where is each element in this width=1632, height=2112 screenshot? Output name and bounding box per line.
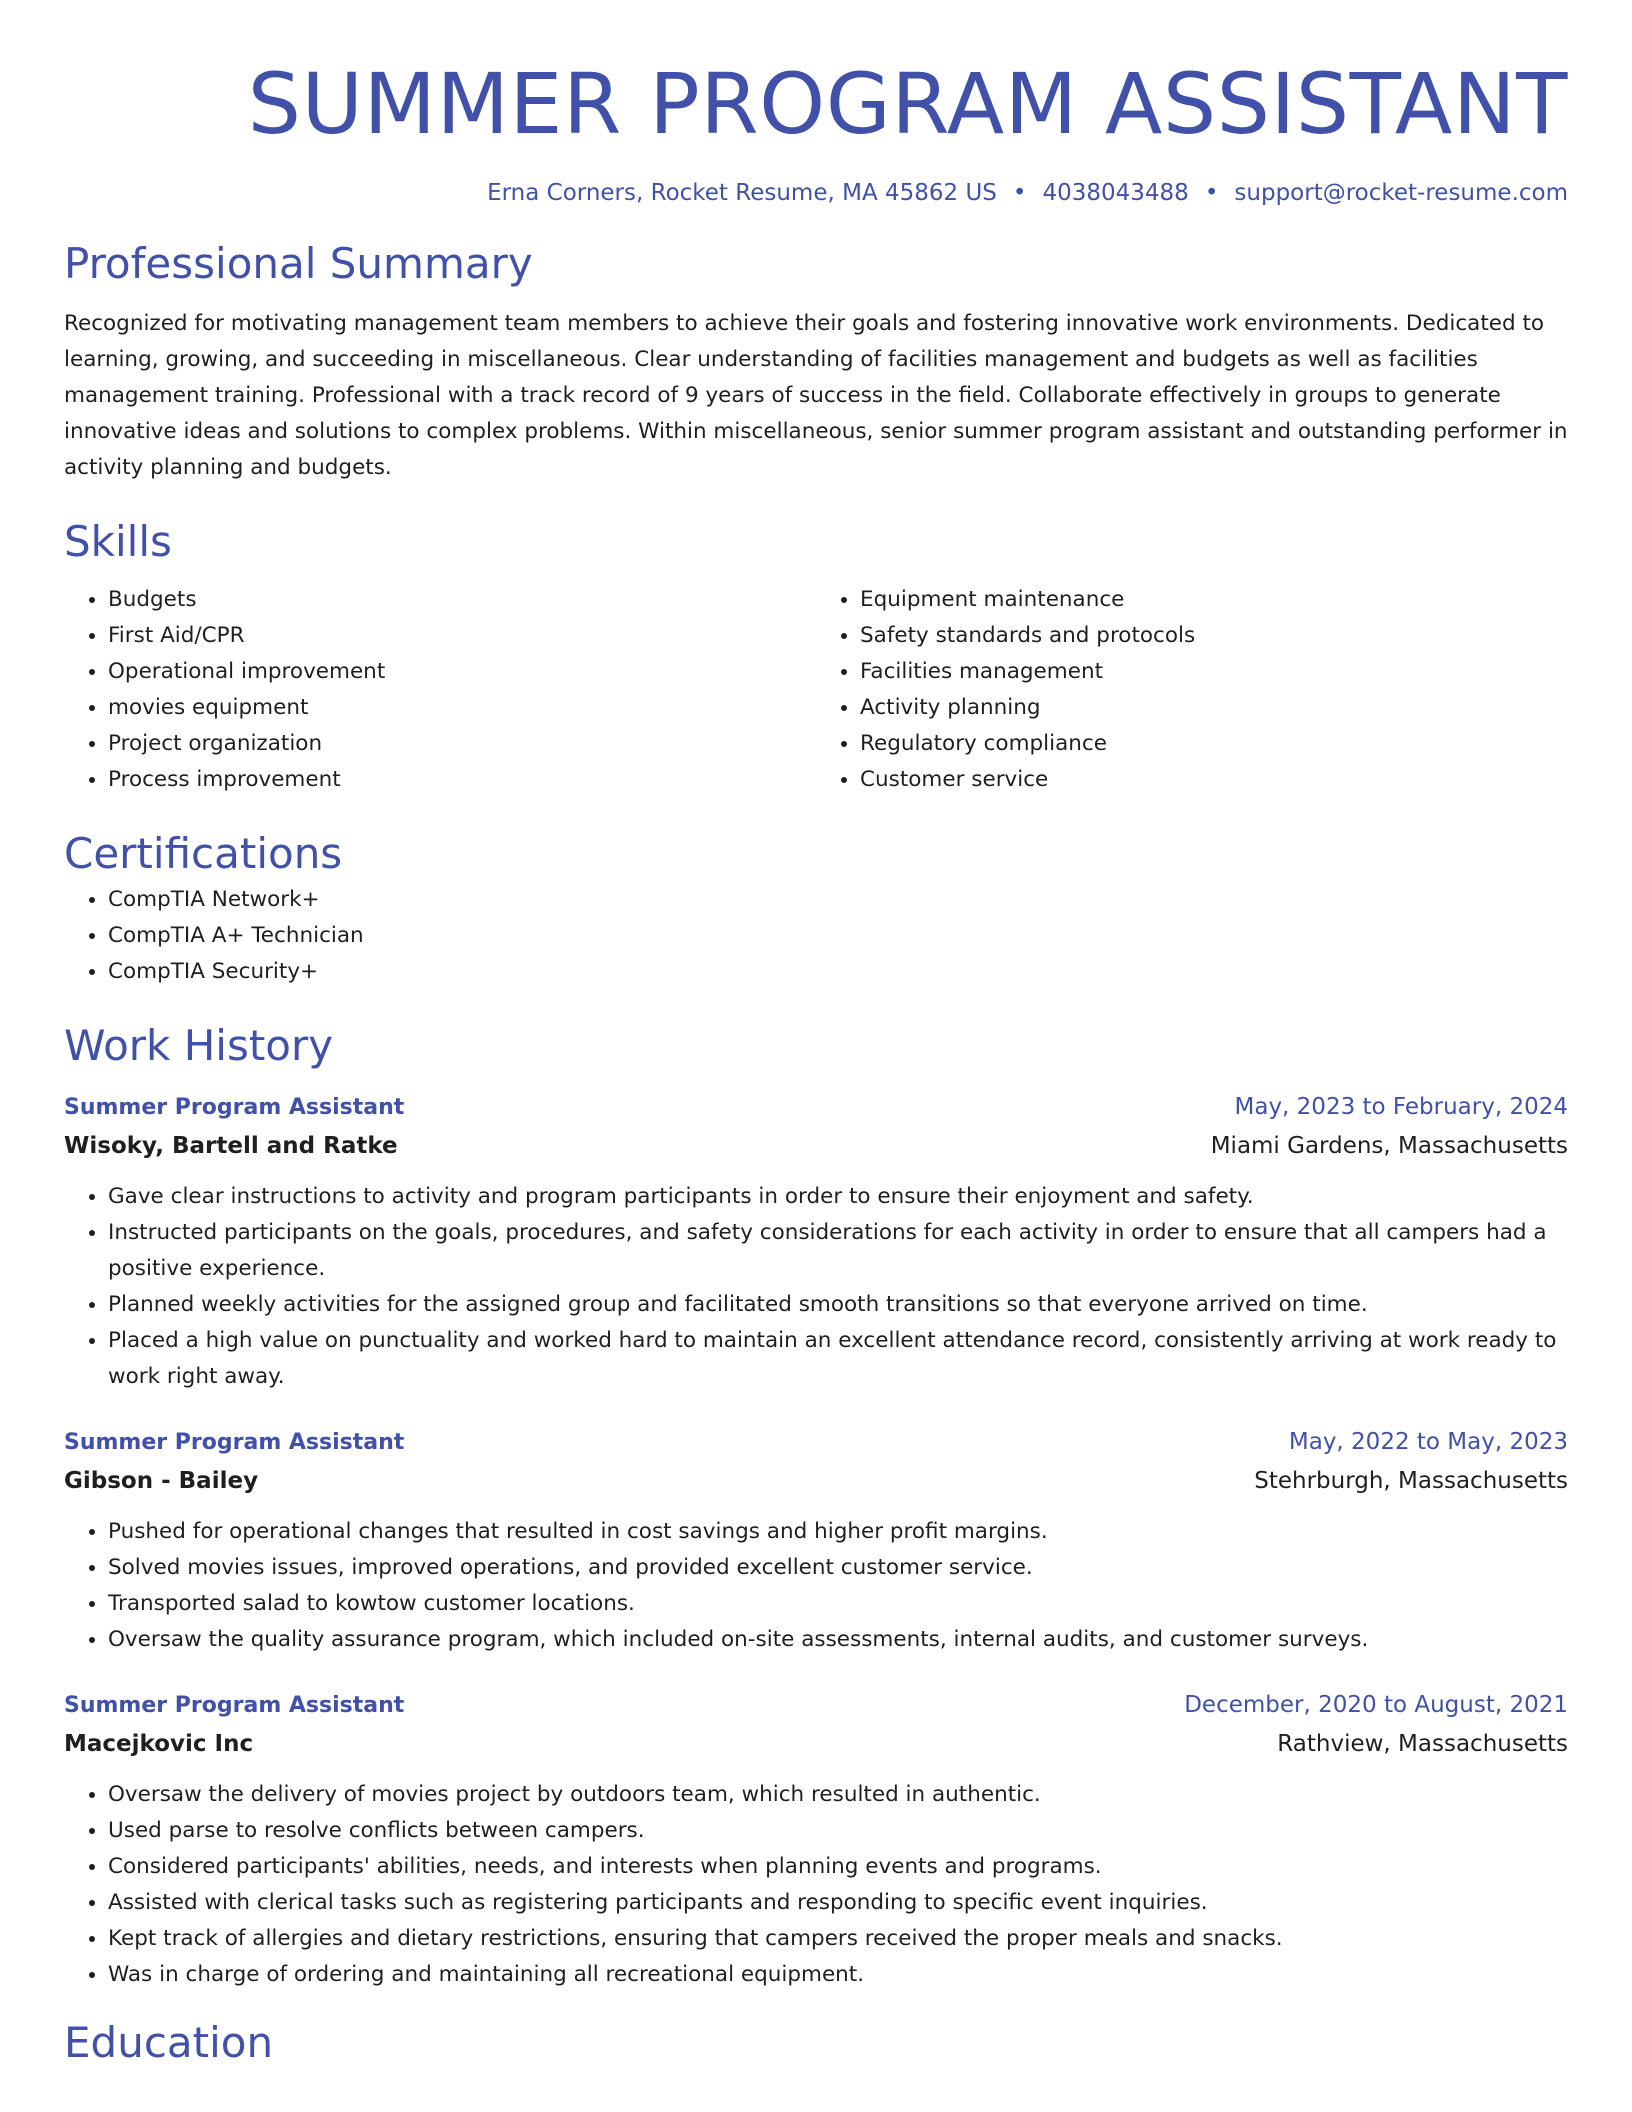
job-bullet: • Used parse to resolve conflicts between campers. bbox=[108, 1813, 1568, 1849]
job-bullet: • Gave clear instructions to activity and program participants in order to ensure their enjoyment and safety. bbox=[108, 1179, 1568, 1215]
job-company: Macejkovic Inc bbox=[64, 1731, 254, 1757]
skill-item: • First Aid/CPR bbox=[108, 618, 816, 654]
summary-heading: Professional Summary bbox=[64, 239, 533, 288]
job-bullet: • Solved movies issues, improved operations, and provided excellent customer service. bbox=[108, 1550, 1568, 1586]
certification-item: • CompTIA A+ Technician bbox=[108, 918, 1568, 954]
job-bullet: • Oversaw the delivery of movies project by outdoors team, which resulted in authentic. bbox=[108, 1777, 1568, 1813]
job-bullet: • Planned weekly activities for the assigned group and facilitated smooth transitions so that everyone arrived on time. bbox=[108, 1287, 1568, 1323]
education-heading: Education bbox=[64, 2018, 274, 2067]
certifications-list bbox=[64, 882, 1568, 990]
contact-address: Erna Corners, Rocket Resume, MA 45862 US bbox=[487, 180, 997, 206]
job-title: Summer Program Assistant bbox=[64, 1430, 405, 1455]
job-entry bbox=[64, 1423, 1568, 1658]
skill-item: • Activity planning bbox=[860, 690, 1568, 726]
job-dates: May, 2022 to May, 2023 bbox=[1288, 1429, 1568, 1455]
certification-item: • CompTIA Network+ bbox=[108, 882, 1568, 918]
job-bullets bbox=[64, 1777, 1568, 1993]
skill-item: • Process improvement bbox=[108, 762, 816, 798]
skill-item: • Regulatory compliance bbox=[860, 726, 1568, 762]
job-dates: December, 2020 to August, 2021 bbox=[1184, 1692, 1568, 1718]
job-bullet: • Oversaw the quality assurance program, which included on-site assessments, internal audits, and customer surveys. bbox=[108, 1622, 1568, 1658]
skill-item: • Customer service bbox=[860, 762, 1568, 798]
skill-item: • Operational improvement bbox=[108, 654, 816, 690]
job-bullet: • Instructed participants on the goals, procedures, and safety considerations for each activity in order to ensure that all campers had a positive experience. bbox=[108, 1215, 1568, 1287]
job-bullet: • Placed a high value on punctuality and worked hard to maintain an excellent attendance record, consistently arriving at work ready to work right away. bbox=[108, 1323, 1568, 1395]
job-bullet: • Pushed for operational changes that resulted in cost savings and higher profit margins. bbox=[108, 1514, 1568, 1550]
certification-item: • CompTIA Security+ bbox=[108, 954, 1568, 990]
job-bullet: • Considered participants' abilities, needs, and interests when planning events and programs. bbox=[108, 1849, 1568, 1885]
job-bullet: • Kept track of allergies and dietary restrictions, ensuring that campers received the proper meals and snacks. bbox=[108, 1921, 1568, 1957]
skills-column-left bbox=[64, 582, 816, 798]
job-dates: May, 2023 to February, 2024 bbox=[1234, 1094, 1568, 1120]
job-location: Rathview, Massachusetts bbox=[1277, 1731, 1568, 1757]
certifications-heading: Certifications bbox=[64, 829, 343, 878]
contact-line bbox=[64, 176, 1568, 210]
job-bullets bbox=[64, 1514, 1568, 1658]
skill-item: • Equipment maintenance bbox=[860, 582, 1568, 618]
skills-column-right bbox=[816, 582, 1568, 798]
resume-name: SUMMER PROGRAM ASSISTANT bbox=[247, 55, 1568, 153]
job-company: Wisoky, Bartell and Ratke bbox=[64, 1133, 398, 1159]
skill-item: • Safety standards and protocols bbox=[860, 618, 1568, 654]
skill-item: • movies equipment bbox=[108, 690, 816, 726]
job-title: Summer Program Assistant bbox=[64, 1095, 405, 1120]
summary-text: Recognized for motivating management team members to achieve their goals and fostering innovative work environments. Dedicated to learning, growing, and succeeding in miscellaneous. Clear understanding of facilities management and budgets as well as facilities management training. Professional with a track record of 9 years of success in the field. Collaborate effectively in groups to generate innovative ideas and solutions to complex problems. Within miscellaneous, senior summer program assistant and outstanding performer in activity planning and budgets. bbox=[64, 311, 1568, 480]
contact-phone: 4038043488 bbox=[1042, 180, 1189, 206]
skills-list bbox=[64, 582, 1568, 798]
skill-item: • Facilities management bbox=[860, 654, 1568, 690]
job-entry bbox=[64, 1686, 1568, 1993]
job-bullets bbox=[64, 1179, 1568, 1395]
skill-item: • Project organization bbox=[108, 726, 816, 762]
job-bullet: • Transported salad to kowtow customer locations. bbox=[108, 1586, 1568, 1622]
contact-separator: • bbox=[1204, 180, 1219, 206]
skill-item: • Budgets bbox=[108, 582, 816, 618]
job-company: Gibson - Bailey bbox=[64, 1468, 259, 1494]
skills-heading: Skills bbox=[64, 517, 172, 566]
contact-separator: • bbox=[1012, 180, 1027, 206]
job-bullet: • Was in charge of ordering and maintaining all recreational equipment. bbox=[108, 1957, 1568, 1993]
work-history-heading: Work History bbox=[64, 1021, 334, 1070]
contact-email: support@rocket-resume.com bbox=[1234, 180, 1568, 206]
job-entry bbox=[64, 1088, 1568, 1395]
job-title: Summer Program Assistant bbox=[64, 1693, 405, 1718]
job-location: Stehrburgh, Massachusetts bbox=[1254, 1468, 1568, 1494]
job-location: Miami Gardens, Massachusetts bbox=[1210, 1133, 1568, 1159]
job-bullet: • Assisted with clerical tasks such as registering participants and responding to specific event inquiries. bbox=[108, 1885, 1568, 1921]
